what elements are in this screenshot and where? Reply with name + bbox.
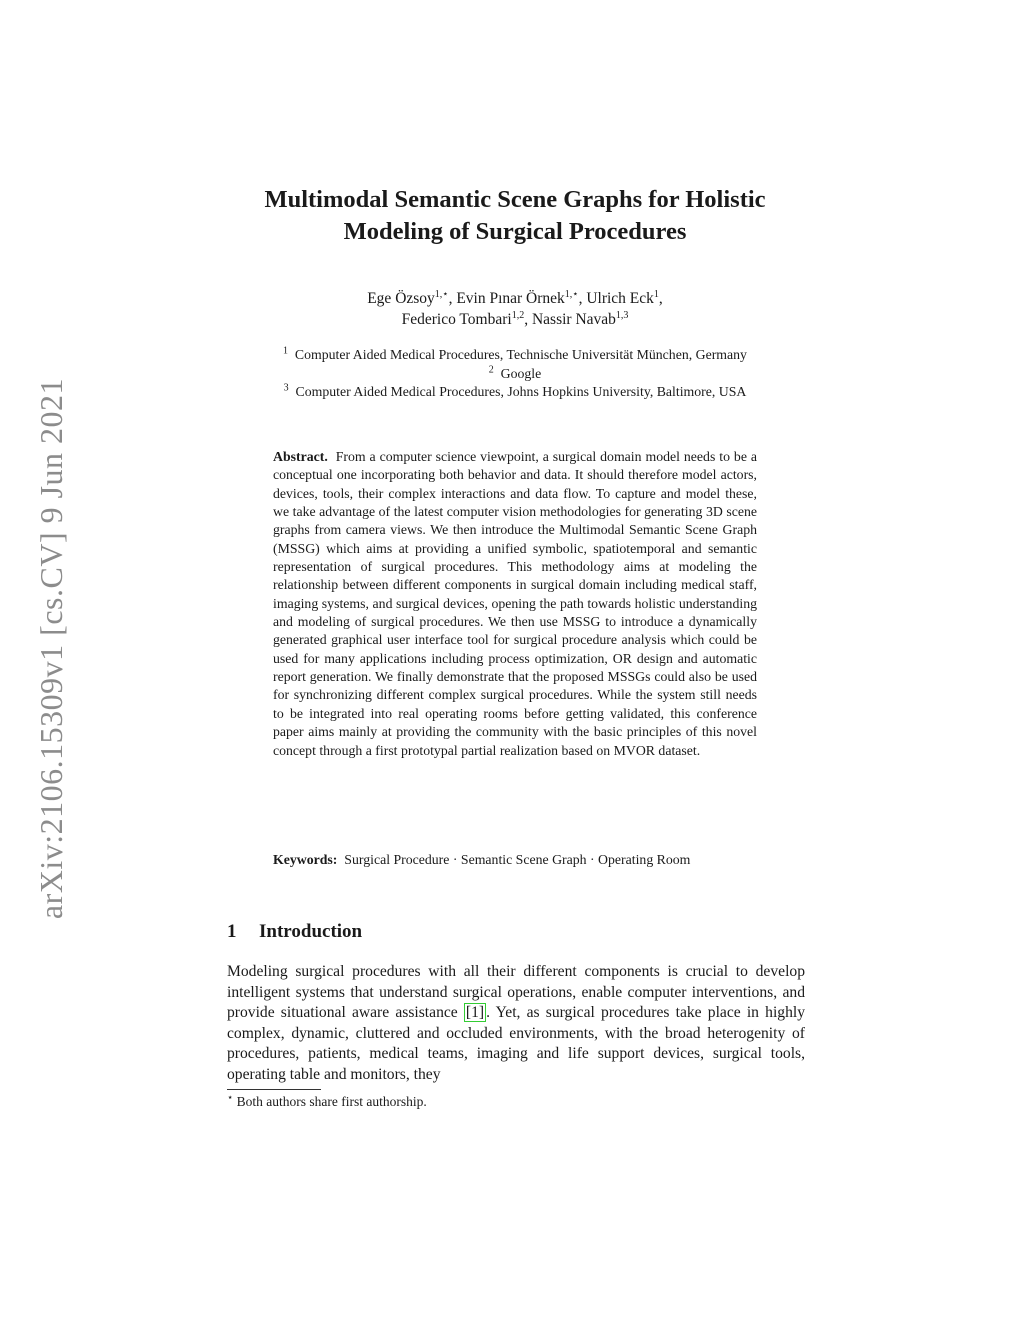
footnote-marker: ⋆ — [227, 1092, 234, 1104]
author-affil-sup: 1,2 — [511, 309, 525, 321]
author-affil-sup: 1 — [653, 288, 659, 300]
arxiv-id: arXiv:2106.15309v1 [cs.CV] 9 Jun 2021 — [33, 377, 70, 919]
keywords-text: Surgical Procedure · Semantic Scene Graph · Operating Room — [344, 852, 691, 867]
intro-text-continued: . Yet, as surgical procedures take place in highly complex, dynamic, cluttered and occluded environments, with the broad heterogenity of procedures, patients, medical teams, imaging and life support devices, surgical tools, operating table and monitors, they — [227, 1004, 805, 1083]
title-line-2: Modeling of Surgical Procedures — [343, 218, 687, 245]
abstract-text: From a computer science viewpoint, a surgical domain model needs to be a conceptual one incorporating both behavior and data. It should therefore model actors, devices, tools, their complex interactions and data flow. To capture and model these, we take advantage of the latest computer vision methodologies for generating 3D scene graphs from camera views. We then introduce the Multimodal Semantic Scene Graph (MSSG) which aims at providing a unified symbolic, spatiotemporal and semantic representation of surgical procedures. This methodology aims at modeling the relationship between different components in surgical domain including medical staff, imaging systems, and surgical devices, opening the path towards holistic understanding and modeling of surgical procedures. We then use MSSG to introduce a dynamically generated graphical user interface tool for surgical procedure analysis which could be used for many applications including process optimization, OR design and automatic report generation. We finally demonstrate that the proposed MSSGs could also be used for synchronizing different complex surgical procedures. While the system still needs to be integrated into real operating rooms before getting validated, this conference paper aims mainly at providing the community with the basic principles of this novel concept through a first prototypal partial realization based on MVOR dataset. — [273, 449, 758, 758]
affiliation-sup: 2 — [488, 363, 494, 375]
citation-link[interactable]: [1] — [465, 1004, 485, 1022]
author-affil-sup: 1,3 — [615, 309, 629, 321]
author-name: , Ulrich Eck — [578, 290, 654, 307]
affiliations — [200, 346, 830, 402]
keywords — [273, 851, 757, 869]
author-affil-sup: 1,⋆ — [434, 288, 449, 300]
affiliation-1 — [200, 346, 830, 365]
affiliation-text: Computer Aided Medical Procedures, Technische Universität München, Germany — [294, 347, 747, 362]
abstract — [273, 448, 757, 760]
author-name: Ege Özsoy — [367, 290, 435, 307]
author-separator: , — [658, 290, 663, 307]
paper-title — [200, 184, 830, 248]
authors-line-1 — [200, 288, 830, 309]
arxiv-stamp — [32, 368, 72, 928]
footnote-text: Both authors share first authorship. — [236, 1094, 427, 1109]
section-number: 1 — [227, 921, 237, 942]
affiliation-text: Computer Aided Medical Procedures, Johns Hopkins University, Baltimore, USA — [295, 384, 747, 399]
section-heading — [227, 921, 362, 943]
affiliation-sup: 1 — [283, 345, 289, 357]
author-list — [200, 288, 830, 330]
affiliation-sup: 3 — [283, 382, 289, 394]
author-affil-sup: 1,⋆ — [564, 288, 579, 300]
section-title: Introduction — [259, 921, 363, 942]
title-line-1: Multimodal Semantic Scene Graphs for Holistic — [264, 186, 766, 213]
affiliation-3 — [200, 383, 830, 402]
author-name: , Evin Pınar Örnek — [448, 290, 565, 307]
author-name: Federico Tombari — [401, 311, 512, 328]
affiliation-text: Google — [500, 365, 542, 381]
affiliation-2 — [200, 365, 830, 384]
keywords-label: Keywords: — [273, 852, 338, 867]
authors-line-2 — [200, 309, 830, 330]
author-name: , Nassir Navab — [524, 311, 616, 328]
intro-text: Modeling surgical procedures with all their different components is crucial to develop intelligent systems that understand surgical operations, enable computer interventions, and provide situational aware assistance — [227, 963, 805, 1022]
footnote-rule — [227, 1089, 321, 1090]
intro-paragraph — [227, 962, 805, 1086]
footnote — [227, 1094, 427, 1110]
abstract-label: Abstract. — [273, 449, 328, 464]
